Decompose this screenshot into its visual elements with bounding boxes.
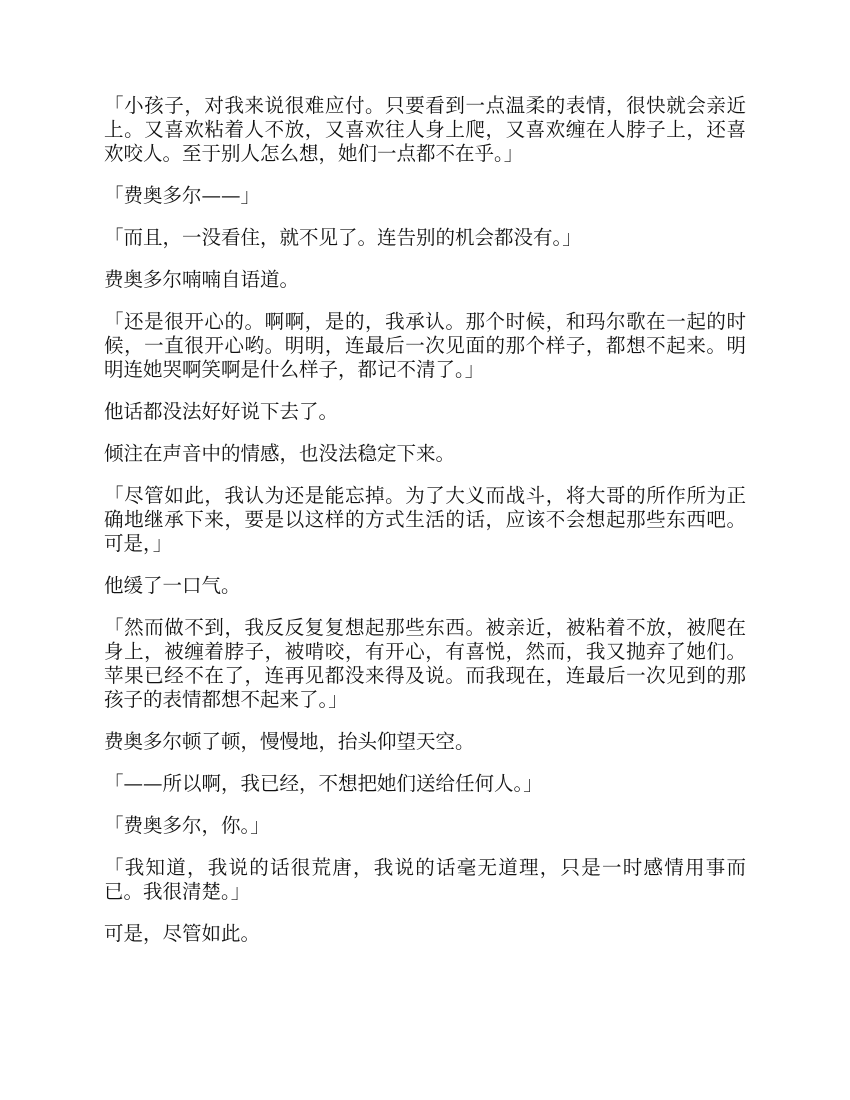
paragraph-5: 「还是很开心的。啊啊，是的，我承认。那个时候，和玛尔歌在一起的时候，一直很开心哟。明明，连最后一次见面的那个样子，都想不起来。明明连她哭啊笑啊是什么样子，都记不清了。」 xyxy=(104,310,746,381)
paragraph-10: 「然而做不到，我反反复复想起那些东西。被亲近，被粘着不放，被爬在身上，被缠着脖子，被啃咬，有开心，有喜悦，然而，我又抛弃了她们。苹果已经不在了，连再见都没来得及说。而我现在，连最后一次见到的那孩子的表情都想不起来了。」 xyxy=(104,616,746,711)
paragraph-15: 可是，尽管如此。 xyxy=(104,922,261,945)
paragraph-9: 他缓了一口气。 xyxy=(104,574,241,597)
paragraph-2: 「费奥多尔——」 xyxy=(104,184,261,207)
paragraph-11: 费奥多尔顿了顿，慢慢地，抬头仰望天空。 xyxy=(104,730,475,753)
paragraph-13: 「费奥多尔，你。」 xyxy=(104,814,270,837)
paragraph-3: 「而且，一没看住，就不见了。连告别的机会都没有。」 xyxy=(104,226,582,249)
paragraph-14: 「我知道，我说的话很荒唐，我说的话毫无道理，只是一时感情用事而已。我很清楚。」 xyxy=(104,856,746,903)
paragraph-4: 费奥多尔喃喃自语道。 xyxy=(104,268,300,291)
paragraph-1: 「小孩子，对我来说很难应付。只要看到一点温柔的表情，很快就会亲近上。又喜欢粘着人不放，又喜欢往人身上爬，又喜欢缠在人脖子上，还喜欢咬人。至于别人怎么想，她们一点都不在乎。」 xyxy=(104,94,746,165)
paragraph-6: 他话都没法好好说下去了。 xyxy=(104,400,339,423)
paragraph-7: 倾注在声音中的情感，也没法稳定下来。 xyxy=(104,442,456,465)
paragraph-8: 「尽管如此，我认为还是能忘掉。为了大义而战斗，将大哥的所作所为正确地继承下来，要是以这样的方式生活的话，应该不会想起那些东西吧。可是，」 xyxy=(104,484,746,555)
paragraph-12: 「——所以啊，我已经，不想把她们送给任何人。」 xyxy=(104,772,543,795)
